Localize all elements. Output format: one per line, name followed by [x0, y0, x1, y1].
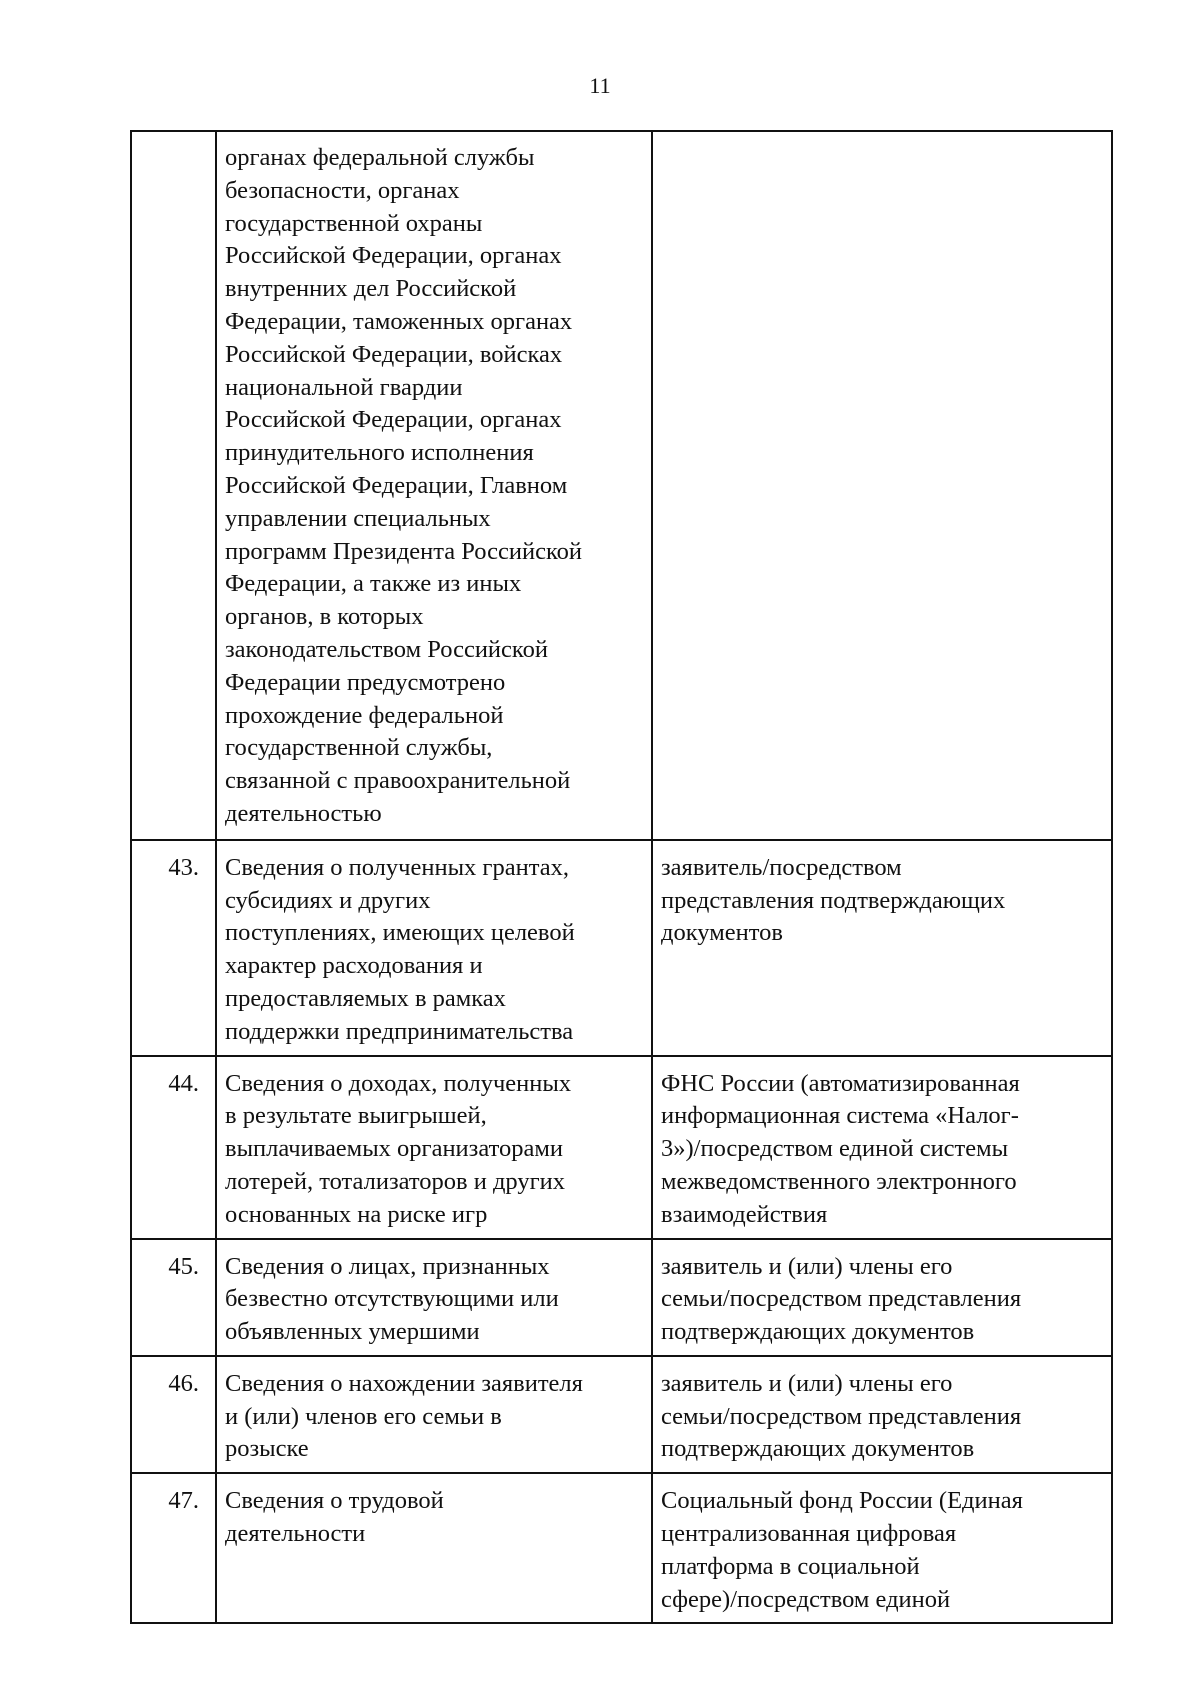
table-row	[131, 1356, 1112, 1473]
row-number: 47.	[131, 1473, 216, 1623]
info-cell: Сведения о доходах, полученных в результате выигрышей, выплачиваемых организаторами лотерей, тотализаторов и других основанных на риске игр	[216, 1056, 652, 1239]
source-cell	[652, 131, 1112, 840]
source-cell: ФНС России (автоматизированная информационная система «Налог- 3»)/посредством единой системы межведомственного электронного взаимодействия	[652, 1056, 1112, 1239]
info-cell: Сведения о нахождении заявителя и (или) членов его семьи в розыске	[216, 1356, 652, 1473]
row-number: 43.	[131, 840, 216, 1056]
info-cell: Сведения о трудовой деятельности	[216, 1473, 652, 1623]
row-number: 44.	[131, 1056, 216, 1239]
info-cell: Сведения о лицах, признанных безвестно отсутствующими или объявленных умершими	[216, 1239, 652, 1356]
info-cell: Сведения о полученных грантах, субсидиях и других поступлениях, имеющих целевой характер расходования и предоставляемых в рамках поддержки предпринимательства	[216, 840, 652, 1056]
source-cell: заявитель и (или) члены его семьи/посредством представления подтверждающих документов	[652, 1356, 1112, 1473]
table-row	[131, 131, 1112, 840]
source-cell: Социальный фонд России (Единая централизованная цифровая платформа в социальной сфере)/посредством единой	[652, 1473, 1112, 1623]
table-row	[131, 1056, 1112, 1239]
source-cell: заявитель и (или) члены его семьи/посредством представления подтверждающих документов	[652, 1239, 1112, 1356]
info-cell: органах федеральной службы безопасности, органах государственной охраны Российской Федерации, органах внутренних дел Российской Федерации, таможенных органах Российской Федерации, войсках национальной гвардии Российской Федерации, органах принудительного исполнения Российской Федерации, Главном управлении специальных программ Президента Российской Федерации, а также из иных органов, в которых законодательством Российской Федерации предусмотрено прохождение федеральной государственной службы, связанной с правоохранительной деятельностью	[216, 131, 652, 840]
row-number: 45.	[131, 1239, 216, 1356]
data-table	[130, 130, 1113, 1624]
row-number: 46.	[131, 1356, 216, 1473]
page-number: 11	[589, 73, 611, 98]
table-row	[131, 1239, 1112, 1356]
table-row	[131, 840, 1112, 1056]
table-row	[131, 1473, 1112, 1623]
row-number	[131, 131, 216, 840]
source-cell: заявитель/посредством представления подтверждающих документов	[652, 840, 1112, 1056]
